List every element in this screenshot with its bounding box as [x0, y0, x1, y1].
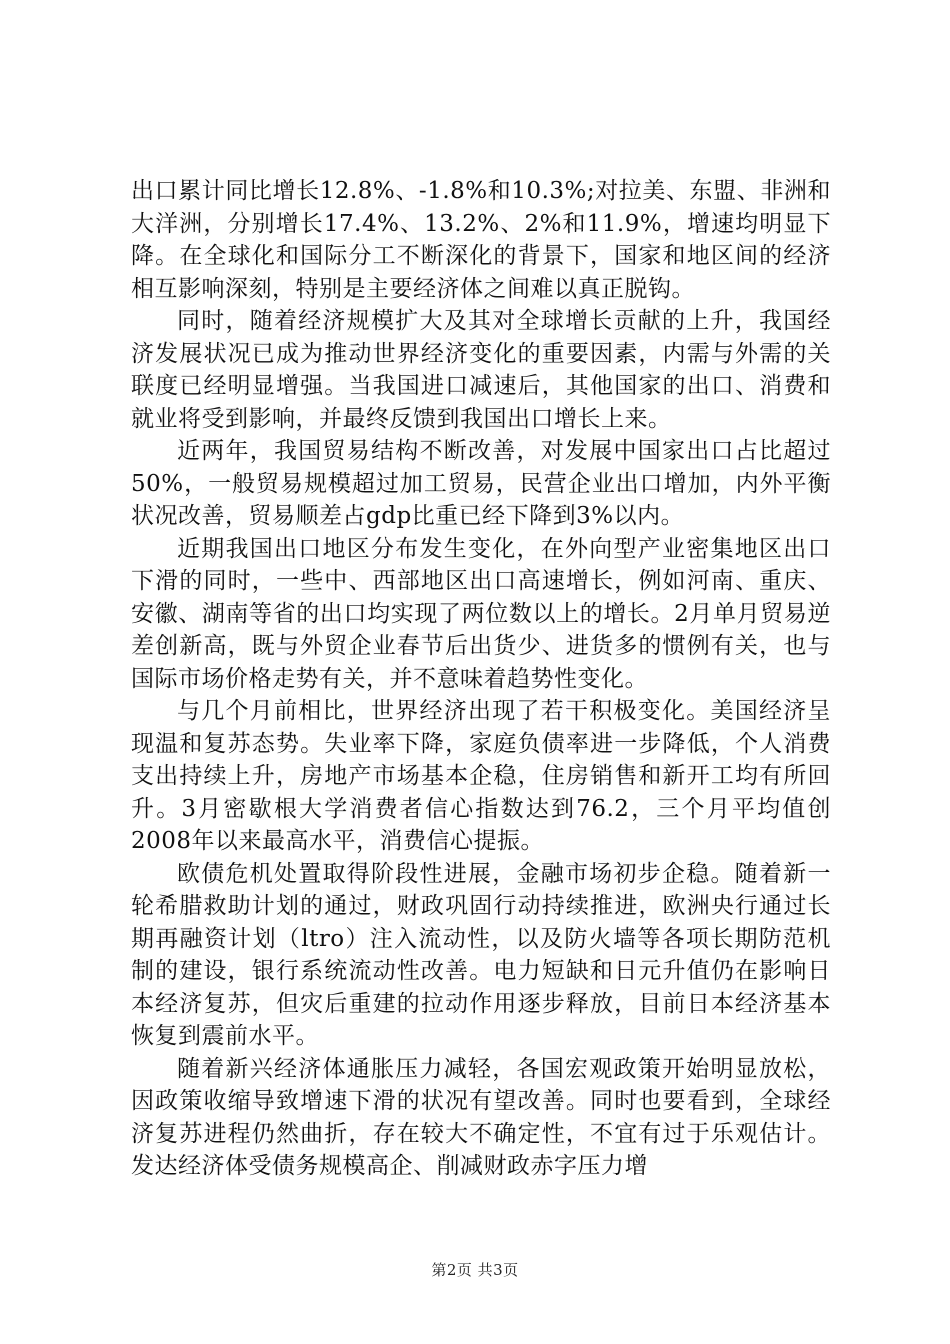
paragraph: 与几个月前相比，世界经济出现了若干积极变化。美国经济呈现温和复苏态势。失业率下降，家庭负债率进一步降低，个人消费支出持续上升，房地产市场基本企稳，住房销售和新开工均有所回升。3月密歇根大学消费者信心指数达到76.2，三个月平均值创2008年以来最高水平，消费信心提振。 [131, 698, 831, 854]
paragraph: 同时，随着经济规模扩大及其对全球增长贡献的上升，我国经济发展状况已成为推动世界经济变化的重要因素，内需与外需的关联度已经明显增强。当我国进口减速后，其他国家的出口、消费和就业将受到影响，并最终反馈到我国出口增长上来。 [131, 308, 831, 432]
paragraph-continued: 出口累计同比增长12.8%、-1.8%和10.3%;对拉美、东盟、非洲和大洋洲，分别增长17.4%、13.2%、2%和11.9%，增速均明显下降。在全球化和国际分工不断深化的背景下，国家和地区间的经济相互影响深刻，特别是主要经济体之间难以真正脱钩。 [131, 178, 831, 302]
body-text [131, 175, 831, 1183]
paragraph: 近两年，我国贸易结构不断改善，对发展中国家出口占比超过50%，一般贸易规模超过加工贸易，民营企业出口增加，内外平衡状况改善，贸易顺差占gdp比重已经下降到3%以内。 [131, 438, 831, 529]
paragraph: 近期我国出口地区分布发生变化，在外向型产业密集地区出口下滑的同时，一些中、西部地区出口高速增长，例如河南、重庆、安徽、湖南等省的出口均实现了两位数以上的增长。2月单月贸易逆差创新高，既与外贸企业春节后出货少、进货多的惯例有关，也与国际市场价格走势有关，并不意味着趋势性变化。 [131, 535, 831, 692]
paragraph: 随着新兴经济体通胀压力减轻，各国宏观政策开始明显放松，因政策收缩导致增速下滑的状况有望改善。同时也要看到，全球经济复苏进程仍然曲折，存在较大不确定性，不宜有过于乐观估计。发达经济体受债务规模高企、削减财政赤字压力增 [131, 1055, 831, 1179]
page-footer: 第2页 共3页 [431, 1261, 519, 1279]
paragraph: 欧债危机处置取得阶段性进展，金融市场初步企稳。随着新一轮希腊救助计划的通过，财政巩固行动持续推进，欧洲央行通过长期再融资计划（ltro）注入流动性，以及防火墙等各项长期防范机制的建设，银行系统流动性改善。电力短缺和日元升值仍在影响日本经济复苏，但灾后重建的拉动作用逐步释放，目前日本经济基本恢复到震前水平。 [131, 860, 831, 1049]
